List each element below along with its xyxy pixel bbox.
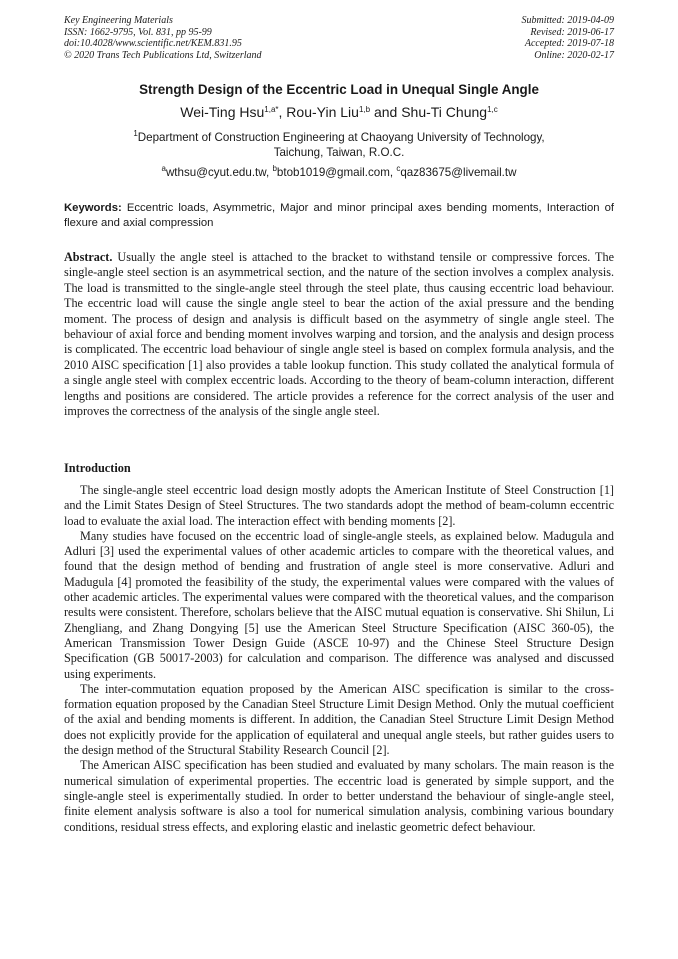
- author-affil-mark: 1,c: [487, 105, 498, 114]
- keywords: [64, 201, 614, 231]
- journal-copyright: © 2020 Trans Tech Publications Ltd, Switzerland: [64, 49, 262, 61]
- email-mark: b: [272, 164, 277, 173]
- submission-dates: [522, 15, 615, 61]
- abstract-text: Usually the angle steel is attached to the bracket to withstand tensile or compressive forces. The single-angle steel section is an asymmetrical section, and the nature of the section involves a complex analysis. The load is transmitted to the single-angle steel through the steel plate, thus causing eccentric load behaviour. The eccentric load will cause the single angle steel to bear the action of the axial pressure and the bending moment. The process of design and analysis is difficult based on the asymmetry of single angle steel. The behaviour of axial force and bending moment involves warping and torsion, and the analysis and design process is complicated. The eccentric load behaviour of single angle steel is based on complex formula analysis, and the 2010 AISC specification [1] also provides a table lookup function. This study collated the analytical formula of a single angle steel with complex eccentric loads. According to the theory of beam-column interaction, different lengths and positions are considered. The article provides a reference for the correct analysis of the user and improves the correctness of the analysis of the single angle steel.: [64, 250, 615, 419]
- paragraph: The single-angle steel eccentric load design mostly adopts the American Institute of Steel Construction [1] and the Limit States Design of Steel Structures. The two standards adopt the method of beam-column eccentric load to evaluate the axial load. The interaction effect with bending moments [2].: [64, 483, 614, 528]
- author-emails: [64, 166, 614, 179]
- section-heading-introduction: Introduction: [64, 461, 131, 475]
- paragraph: The inter-commutation equation proposed by the American AISC specification is similar to the cross-formation equation proposed by the Canadian Steel Structure Limit Design Method. Only the mutual coefficient of the axial and bending moments is different. In addition, the Canadian Steel Structure Limit Design Method does not explicitly provide for the application of equilateral and unequal angle steels, but rather guides users to the design method of the Structural Stability Research Council [2].: [64, 681, 614, 758]
- author-name: Shu-Ti Chung: [401, 104, 488, 120]
- keywords-label: Keywords:: [64, 202, 122, 214]
- email-separator: ,: [389, 166, 397, 179]
- introduction-body: [64, 483, 614, 835]
- email-address: wthsu@cyut.edu.tw: [165, 166, 266, 179]
- affiliation-mark: 1: [133, 129, 138, 138]
- email-mark: c: [396, 164, 401, 173]
- author-affil-mark: 1,b: [358, 105, 371, 114]
- keywords-text: Eccentric loads, Asymmetric, Major and minor principal axes bending moments, Interaction of flexure and axial compression: [64, 202, 614, 229]
- email-address: qaz83675@livemail.tw: [400, 166, 517, 179]
- date-revised: Revised: 2019-06-17: [530, 26, 614, 38]
- paragraph: Many studies have focused on the eccentric load of single-angle steels, as explained below. Madugula and Adluri [3] used the experimental values of other academic articles to compare with the theoretical values, and found that the design method of bending and frustration of angle steel is more conservative. Adluri and Madugula [4] promoted the feasibility of the study, the experimental values were compared with the values of other academic articles. The experimental values were compared with the theoretical values, and the comparison results were consistent. Therefore, scholars believe that the AISC mutual equation is conservative. Shi Shilun, Li Zhengliang, and Zhang Dongying [5] use the American Steel Structure Specification (AISC 360-05), the American Transmission Tower Design Guide (ASCE 10-97) and the Chinese Steel Structure Design Specification (GB 50017-2003) for calculation and comparison. The difference was analysed and discussed using experiments.: [64, 528, 614, 681]
- author-list: [64, 104, 614, 120]
- journal-doi: doi:10.4028/www.scientific.net/KEM.831.95: [64, 38, 242, 50]
- email-mark: a: [161, 164, 166, 173]
- abstract-label: Abstract.: [64, 250, 113, 264]
- journal-name: Key Engineering Materials: [64, 15, 173, 26]
- affiliation-line-2: Taichung, Taiwan, R.O.C.: [273, 145, 405, 159]
- author-separator: ,: [278, 104, 287, 120]
- abstract: [64, 250, 614, 419]
- email-separator: ,: [266, 166, 273, 179]
- author-separator: and: [370, 104, 402, 120]
- date-online: Online: 2020-02-17: [534, 49, 614, 61]
- author-affil-mark: 1,a*: [264, 105, 279, 114]
- paper-title: Strength Design of the Eccentric Load in Unequal Single Angle: [139, 82, 539, 97]
- affiliation-line-1: $^1$Department of Construction Engineering at Chaoyang University of Technology,: [133, 129, 545, 144]
- date-accepted: Accepted: 2019-07-18: [524, 38, 614, 50]
- affiliation: [90, 131, 588, 161]
- author-name: Wei-Ting Hsu: [180, 104, 265, 120]
- journal-info: [64, 15, 262, 61]
- journal-issn: ISSN: 1662-9795, Vol. 831, pp 95-99: [64, 26, 212, 38]
- paragraph: The American AISC specification has been studied and evaluated by many scholars. The main reason is the numerical simulation of experimental properties. The eccentric load is generated by simple support, and the single-angle steel is experimentally studied. In order to better understand the behaviour of single-angle steel, finite element analysis software is also a tool for numerical simulation analysis, combining various boundary conditions, residual stress effects, and exploring elastic and inelastic geometric defect behaviour.: [64, 758, 614, 834]
- author-name: Rou-Yin Liu: [286, 104, 359, 120]
- email-address: btob1019@gmail.com: [276, 166, 390, 179]
- date-submitted: Submitted: 2019-04-09: [521, 15, 614, 26]
